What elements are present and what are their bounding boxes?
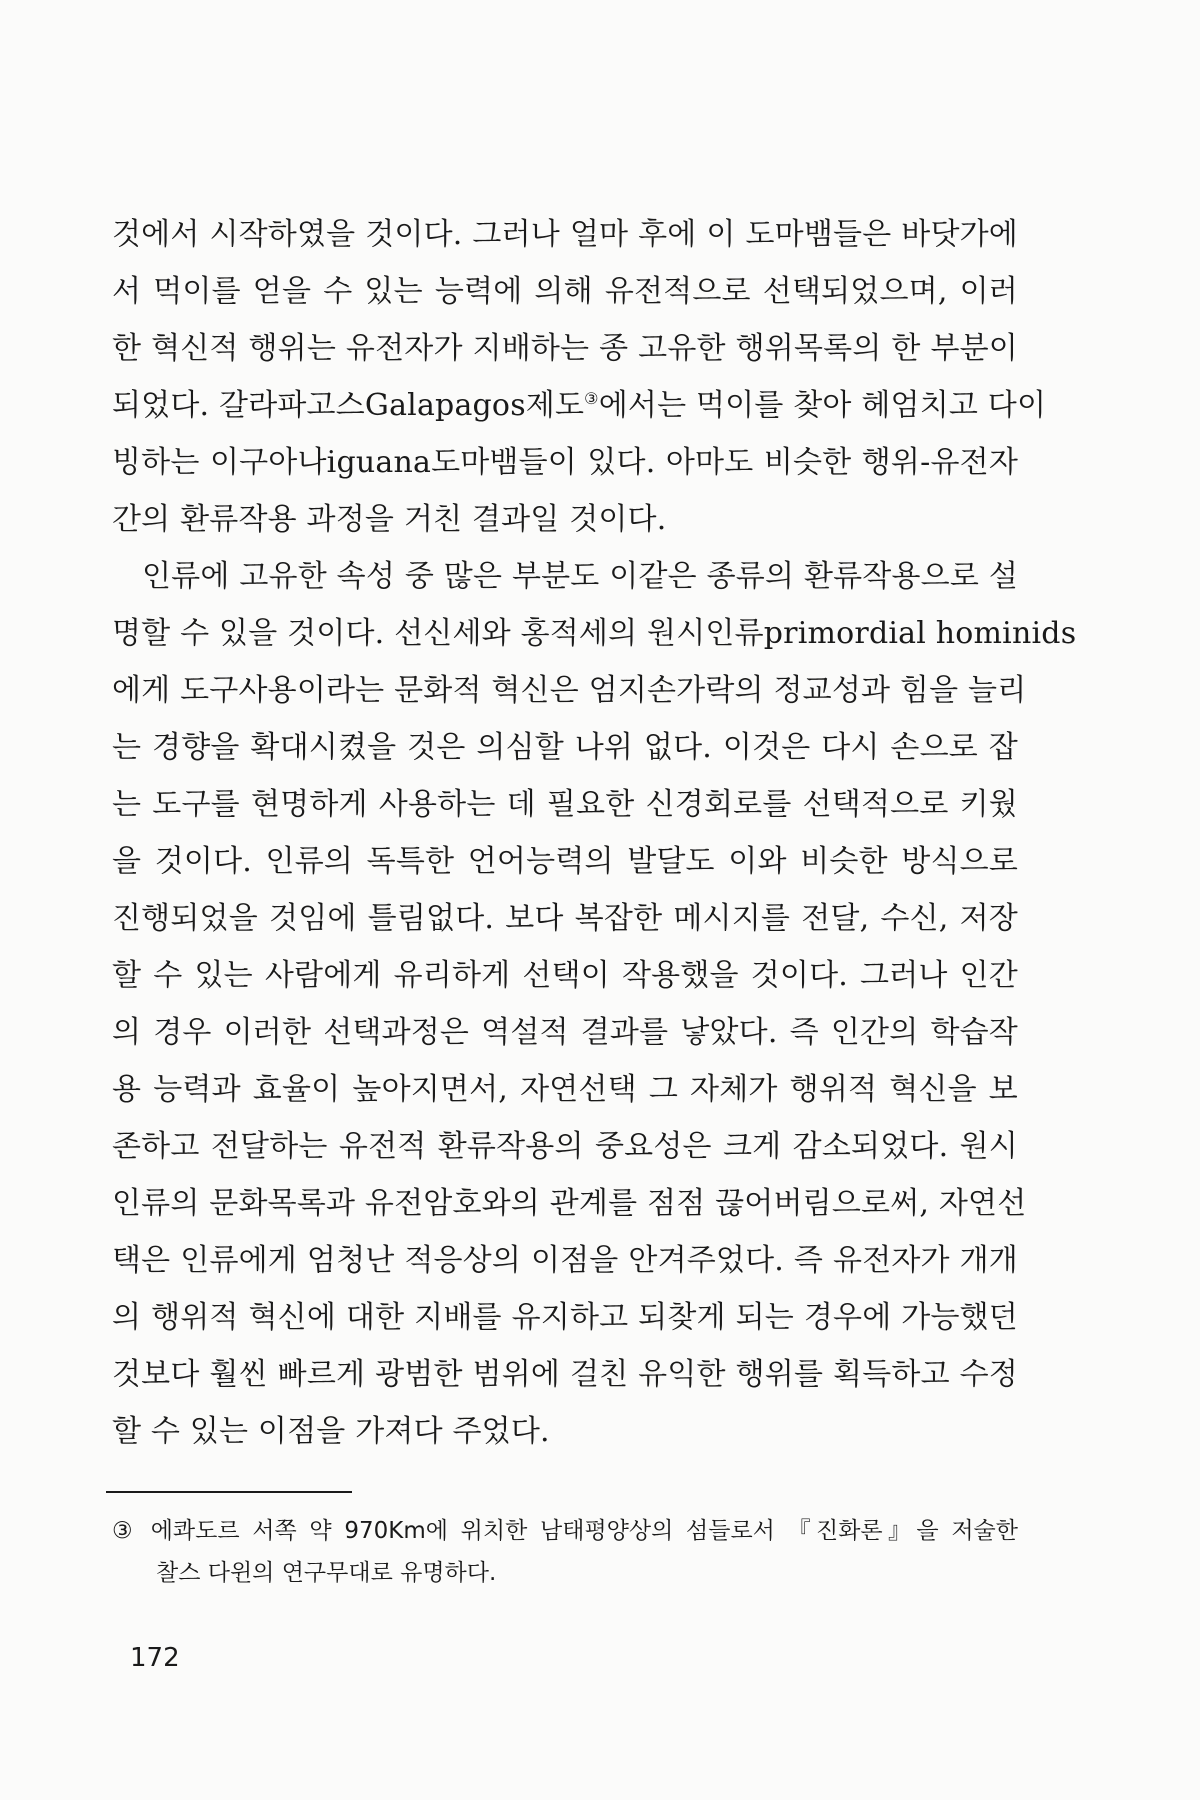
text-line: 할 수 있는 이점을 가져다 주었다. [112, 1414, 550, 1449]
footnote-line [112, 1510, 1018, 1552]
footnote-reference: ③ [584, 389, 599, 408]
text-line: 는 경향을 확대시켰을 것은 의심할 나위 없다. 이것은 다시 손으로 잡 [112, 730, 1018, 765]
text-line: 한 혁신적 행위는 유전자가 지배하는 종 고유한 행위목록의 한 부분이 [112, 331, 1018, 366]
text-segment: 에서는 먹이를 찾아 헤엄치고 다이 [598, 388, 1047, 423]
text-line: 인류의 문화목록과 유전암호와의 관계를 점점 끊어버림으로써, 자연선 [112, 1186, 1027, 1221]
footnote-text: 에콰도르 서쪽 약 970Km에 위치한 남태평양상의 섬들로서 『진화론』을 저술한 [150, 1518, 1018, 1544]
text-line: 의 행위적 혁신에 대한 지배를 유지하고 되찾게 되는 경우에 가능했던 [112, 1300, 1018, 1335]
text-line-with-footnote-ref [112, 377, 1047, 434]
text-line: 의 경우 이러한 선택과정은 역설적 결과를 낳았다. 즉 인간의 학습작 [112, 1015, 1018, 1050]
page-number: 172 [130, 1643, 180, 1673]
footnote-divider [106, 1491, 352, 1493]
text-line: 는 도구를 현명하게 사용하는 데 필요한 신경회로를 선택적으로 키웠 [112, 787, 1018, 822]
text-line: 빙하는 이구아나iguana도마뱀들이 있다. 아마도 비슷한 행위-유전자 [112, 445, 1018, 480]
footnote-marker: ③ [112, 1518, 139, 1544]
text-line: 택은 인류에게 엄청난 적응상의 이점을 안겨주었다. 즉 유전자가 개개 [112, 1243, 1018, 1278]
text-line: 인류에 고유한 속성 중 많은 부분도 이같은 종류의 환류작용으로 설 [142, 559, 1018, 594]
text-line: 용 능력과 효율이 높아지면서, 자연선택 그 자체가 행위적 혁신을 보 [112, 1072, 1018, 1107]
text-line: 에게 도구사용이라는 문화적 혁신은 엄지손가락의 정교성과 힘을 늘리 [112, 673, 1027, 708]
text-line: 것에서 시작하였을 것이다. 그러나 얼마 후에 이 도마뱀들은 바닷가에 [112, 217, 1018, 252]
footnote [112, 1510, 1018, 1594]
body-text [112, 206, 1077, 1460]
text-line: 을 것이다. 인류의 독특한 언어능력의 발달도 이와 비슷한 방식으로 [112, 844, 1018, 879]
footnote-line: 찰스 다윈의 연구무대로 유명하다. [156, 1560, 497, 1586]
text-line: 진행되었을 것임에 틀림없다. 보다 복잡한 메시지를 전달, 수신, 저장 [112, 901, 1018, 936]
text-segment: 되었다. 갈라파고스Galapagos제도 [112, 388, 585, 423]
text-line: 명할 수 있을 것이다. 선신세와 홍적세의 원시인류primordial hominids [112, 616, 1077, 651]
text-line: 것보다 훨씬 빠르게 광범한 범위에 걸친 유익한 행위를 획득하고 수정 [112, 1357, 1018, 1392]
text-line: 존하고 전달하는 유전적 환류작용의 중요성은 크게 감소되었다. 원시 [112, 1129, 1018, 1164]
text-line: 할 수 있는 사람에게 유리하게 선택이 작용했을 것이다. 그러나 인간 [112, 958, 1018, 993]
text-line: 간의 환류작용 과정을 거친 결과일 것이다. [112, 502, 667, 537]
text-line: 서 먹이를 얻을 수 있는 능력에 의해 유전적으로 선택되었으며, 이러 [112, 274, 1018, 309]
